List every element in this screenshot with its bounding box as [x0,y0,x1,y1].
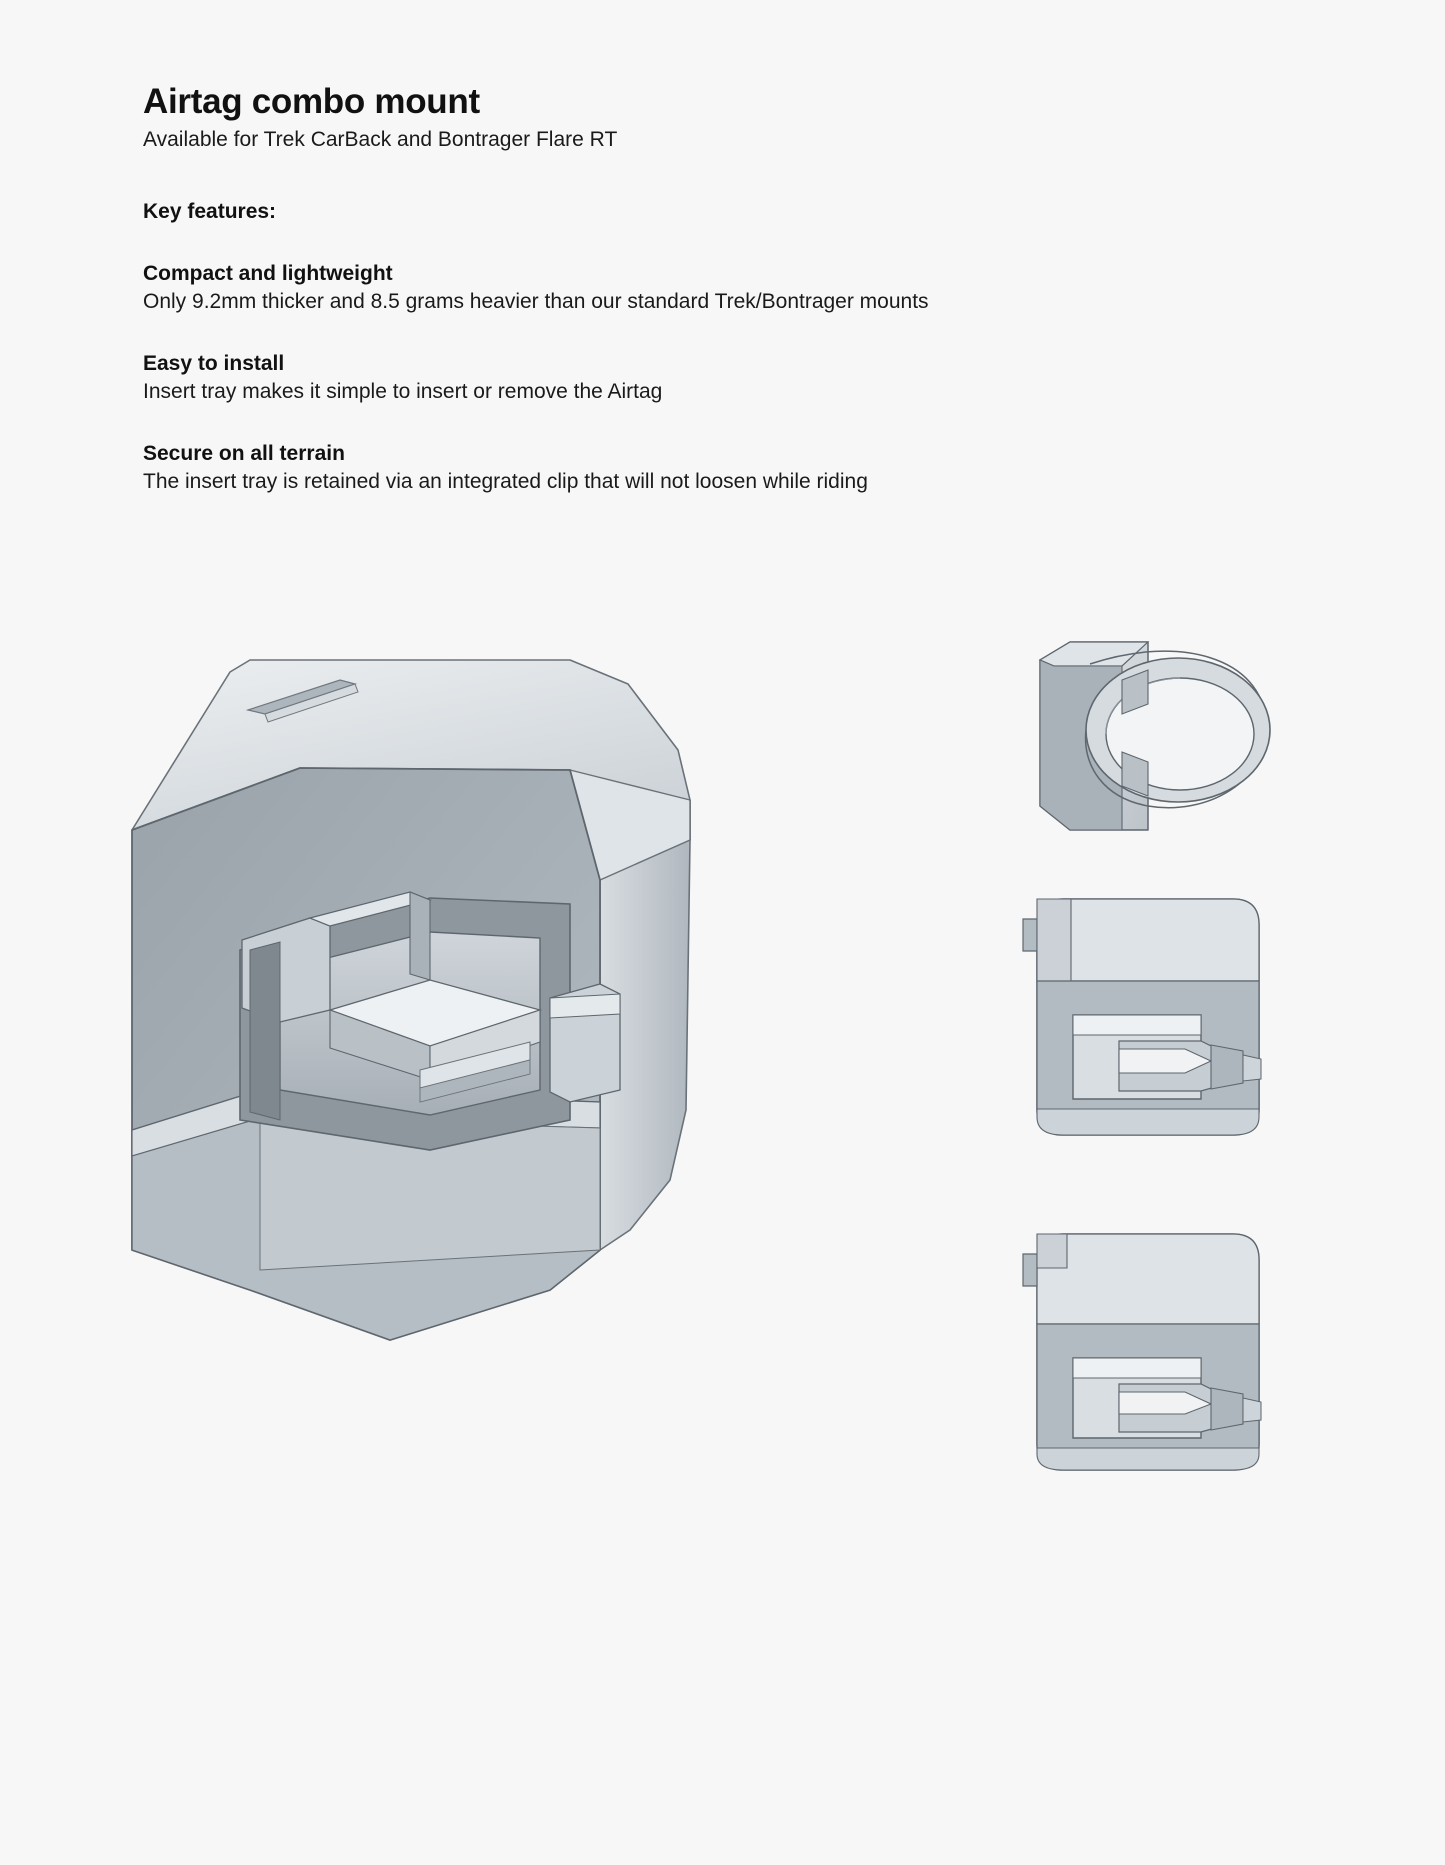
feature-title: Compact and lightweight [143,262,393,285]
side-render-image [1015,1220,1295,1510]
side-render-image [1030,630,1310,880]
feature-item [143,352,1243,404]
feature-description: The insert tray is retained via an integrated clip that will not loosen while riding [143,470,868,493]
page-subtitle: Available for Trek CarBack and Bontrager Flare RT [143,128,618,151]
feature-description: Only 9.2mm thicker and 8.5 grams heavier than our standard Trek/Bontrager mounts [143,290,929,313]
document-text-block [143,82,1243,494]
feature-title: Easy to install [143,352,285,375]
product-renders [0,700,1445,1800]
feature-description: Insert tray makes it simple to insert or remove the Airtag [143,380,663,403]
feature-item [143,442,1243,494]
feature-item [143,262,1243,314]
key-features-heading: Key features: [143,200,277,223]
main-render-image [130,650,850,1410]
side-render-image [1015,885,1295,1175]
page-title: Airtag combo mount [143,82,480,121]
feature-title: Secure on all terrain [143,442,345,465]
